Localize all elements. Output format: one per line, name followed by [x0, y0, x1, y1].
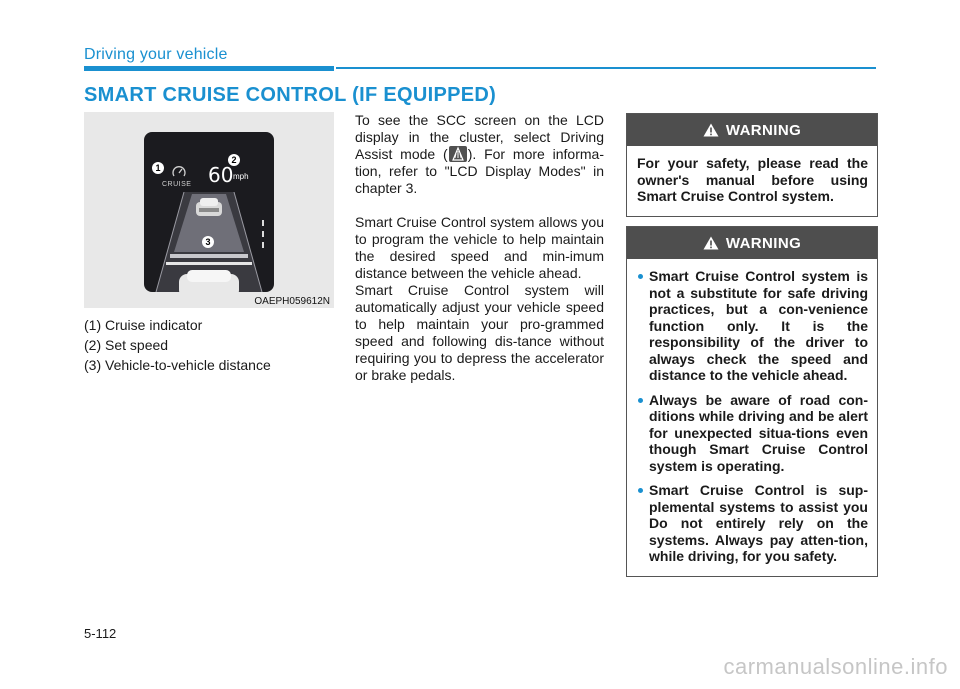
warning-triangle-icon	[703, 236, 719, 250]
set-speed-unit: mph	[233, 172, 249, 181]
paragraph-lcd-part2: ). For more informa-tion, refer to "LCD Display Modes" in chapter 3.	[355, 146, 604, 196]
page-number: 5-112	[84, 626, 117, 641]
callout-2: 2	[228, 154, 240, 166]
callout-1: 1	[152, 162, 164, 174]
watermark: carmanualsonline.info	[723, 654, 948, 679]
paragraph-adjust: Smart Cruise Control system will automatically adjust your vehicle speed to help maintain your pro-grammed speed and following dis-tance without requiring you to depress the accelerator or brake pedals.	[355, 282, 604, 383]
warning-list	[637, 268, 868, 565]
caption-item: (2) Set speed	[84, 337, 169, 353]
own-car	[179, 270, 239, 292]
lcd-screen	[144, 132, 274, 292]
caption-list	[84, 317, 334, 377]
warning-box-1	[626, 113, 878, 217]
driving-assist-mode-icon	[449, 146, 467, 162]
warning-box-2	[626, 226, 878, 577]
warning-body	[627, 259, 877, 576]
cruise-label: CRUISE	[162, 181, 192, 188]
warning-title: WARNING	[725, 234, 802, 252]
warning-list-item: Always be aware of road con-ditions while driving and be alert for unexpected situa-tions even though Smart Cruise Control system is operating.	[649, 391, 868, 474]
callout-3: 3	[202, 236, 214, 248]
cruise-gauge-icon	[172, 165, 186, 179]
set-speed-value: 60	[208, 163, 234, 187]
warning-header	[627, 114, 877, 146]
paragraph-allows: Smart Cruise Control system allows you to program the vehicle to help maintain the desired speed and min-imum distance between the vehicle ahead.	[355, 214, 604, 281]
figure-code: OAEPH059612N	[254, 296, 330, 307]
section-title: Driving your vehicle	[84, 46, 228, 63]
caption-item: (1) Cruise indicator	[84, 317, 203, 333]
warning-list-item: Smart Cruise Control is sup-plemental systems to assist you Do not entirely rely on the systems. Always pay atten-tion, while driving, for you safety.	[649, 482, 868, 564]
caption-item: (3) Vehicle-to-vehicle distance	[84, 357, 271, 373]
main-heading: SMART CRUISE CONTROL (IF EQUIPPED)	[84, 84, 497, 106]
warning-list-item: Smart Cruise Control system is not a substitute for safe driving practices, but a con-venience function only. It is the responsibility of the driver to always check the speed and distance to the vehicle ahead.	[649, 268, 868, 383]
body-text-column	[355, 112, 604, 401]
warning-text: For your safety, please read the owner's manual before using Smart Cruise Control system.	[637, 155, 868, 204]
paragraph-lcd-screen	[355, 112, 604, 197]
header-rule-thin	[336, 67, 876, 69]
warning-triangle-icon	[703, 123, 719, 137]
distance-bars	[262, 220, 264, 253]
warning-title: WARNING	[725, 121, 802, 139]
header-rule-thick	[84, 66, 334, 71]
cluster-figure	[84, 112, 334, 308]
warning-header	[627, 227, 877, 259]
paragraph-lcd-part1: To see the SCC screen on the LCD display in the cluster, select Driving Assist mode (	[355, 112, 604, 162]
